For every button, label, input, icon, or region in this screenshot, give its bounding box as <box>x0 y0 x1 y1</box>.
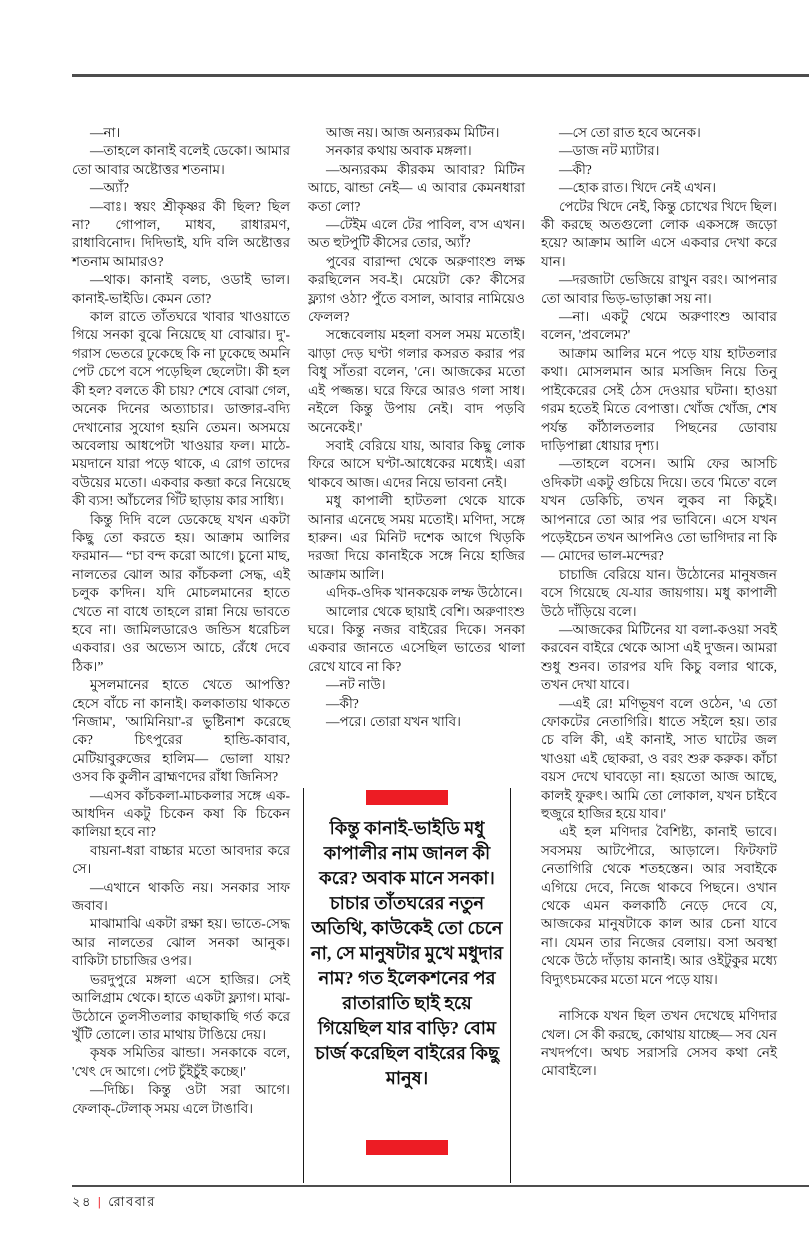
paragraph: মধু কাপালী হাটতলা থেকে যাকে আনার এনেছে সময় মতোই। মণিদা, সঙ্গে হারুন। এর মিনিট দশেক আগে খিড়কি দরজা দিয়ে কানাইকে সঙ্গে নিয়ে হাজির আক্রাম আলি। <box>308 493 525 582</box>
paragraph: —তাহলে বসেন। আমি ফের আসচি ওদিকটা একটু গুচিয়ে দিয়ে। তবে 'মিতে' বলে যখন ডেকিচি, তখন লুকব না কিচুই। আপনারে তো আর পর ভাবিনে। এসে যখন পড়েইচেন তখন আপনিও তো ভাগিদার না কি— মোদের ভাল-মন্দের? <box>541 456 778 564</box>
paragraph: বায়না-ধরা বাচ্চার মতো আবদার করে সে। <box>72 842 290 877</box>
paragraph: —নট নাউ। <box>326 677 386 693</box>
paragraph: —না। <box>90 125 121 140</box>
paragraph: —তাহলে কানাই বলেই ডেকো। আমার তো আবার অষ্টোত্তর শতনাম। <box>72 143 290 177</box>
paragraph: সনকার কথায় অবাক মঙ্গলা। <box>326 143 472 159</box>
paragraph: —না। একটু থেমে অরুণাংশু আবার বলেন, 'প্রবলেম?' <box>541 309 777 343</box>
paragraph: সন্ধেবেলায় মহলা বসল সময় মতোই। ঝাড়া দেড় ঘণ্টা গলার কসরত করার পর বিধু সাঁতরা বলেন, 'নে। আজকের মতো এই পজ্জন্ত। ঘরে ফিরে আরও গলা সাধ। নইলে কিন্তু উপায় নেই। বাদ পড়বি অনেকেই।' <box>308 327 525 435</box>
paragraph: কৃষক সমিতির ঝান্ডা। সনকাকে বলে, 'খেৎ দে আগে। পেট চুঁইচুঁই কচ্ছে।' <box>72 1045 290 1079</box>
paragraph: —বাঃ। স্বয়ং শ্রীকৃষ্ণর কী ছিল? ছিল না? গোপাল, মাধব, রাধারমণ, রাধাবিনোদ। দিদিভাই, যদি বলি অষ্টোত্তর শতনাম আমারও? <box>72 198 290 269</box>
pull-quote-top-bar <box>366 790 448 805</box>
paragraph: মাঝামাঝি একটা রক্ষা হয়। ভাতে-সেদ্ধ আর নালতের ঝোল সনকা আনুক। বাকিটা চাচাজির ওপর। <box>72 916 290 969</box>
paragraph: পুবের বারান্দা থেকে অরুণাংশু লক্ষ করছিলেন সব-ই। মেয়েটা কে? কীসের ফ্ল্যাগ ওঠা? পুঁতে বসাল, আবার নামিয়েও ফেলল? <box>308 253 525 325</box>
text-column-3 <box>541 124 777 1118</box>
paragraph: পেটের খিদে নেই, কিন্তু চোখের খিদে ছিল। কী করছে অতগুলো লোক একসঙ্গে জড়ো হয়ে? আক্রাম আলি এসে একবার দেখা করে যান। <box>541 198 777 269</box>
paragraph: —ডাজ নট ম্যাটার। <box>559 143 660 159</box>
page-footer <box>72 1193 156 1214</box>
paragraph: —কী? <box>559 161 592 177</box>
paragraph: এই হল মণিদার বৈশিষ্ট্য, কানাই ভাবে। সবসময় আটপৌরে, আড়ালে। ফিটফাট নেতাগিরি থেকে শতহস্তেন। আর সবাইকে এগিয়ে দেবে, নিজে থাকবে পিছনে। ওখান থেকে এমন কলকাঠি নেড়ে দেবে যে, আজকের মানুষটাকে কাল আর চেনা যাবে না। যেমন তার নিজের বেলায়। বসা অবস্থা থেকে উঠে দাঁড়ায় কানাই। আর ওইটুকুর মধ্যে বিদ্যুৎচমকের মতো মনে পড়ে যায়। <box>541 824 777 987</box>
paragraph: —দিচ্চি। কিন্তু ওটা সরা আগে। ফেলাক্-টেলাক্ সময় এলে টাঙাবি। <box>72 1082 290 1116</box>
paragraph: এদিক-ওদিক খানকয়েক লম্ফ উঠোনে। <box>326 585 523 601</box>
paragraph: —অন্যরকম কীরকম আবার? মিটিন আচে, ঝান্ডা নেই— এ আবার কেমনধারা কতা লো? <box>308 161 525 214</box>
paragraph: আজ নয়। আজ অন্যরকম মিটিন। <box>326 125 500 140</box>
paragraph: ভরদুপুরে মঙ্গলা এসে হাজির। সেই আলিগ্রাম থেকে। হাতে একটা ফ্ল্যাগ। মাঝ-উঠোনে তুলসীতলার কাছাকাছি গর্ত করে খুঁটি তোলে। তার মাথায় টাঙিয়ে দেয়। <box>72 971 290 1042</box>
paragraph: আলোর থেকে ছায়াই বেশি। অরুণাংশু ঘরে। কিন্তু নজর বাইরের দিকে। সনকা একবার জানতে এসেছিল ভাতের থালা রেখে যাবে না কি? <box>308 603 525 674</box>
paragraph: —থাক। কানাই বলচ, ওডাই ভাল। কানাই-ভাইডি। কেমন তো? <box>72 272 290 306</box>
paragraph: —পরে। তোরা যখন খাবি। <box>326 714 462 729</box>
paragraph: নাসিকে যখন ছিল তখন দেখেছে মণিদার খেল। সে কী করছে, কোথায় যাচ্ছে— সব যেন নখদর্পণে। অথচ সরাসরি সেসব কথা নেই মোবাইলে। <box>541 1008 777 1079</box>
paragraph: আক্রাম আলির মনে পড়ে যায় হাটতলার কথা। মোসলমান আর মসজিদ নিয়ে তিনু পাইকেরের সেই ঠেস দেওয়ার ঘটনা। হাওয়া গরম হতেই মিতে বেপাত্তা। খোঁজ খোঁজ, শেষ পর্যন্ত কাঁঠালতলার পিছনের ডোবায় দাড়িপাল্লা ধোয়ার দৃশ্য। <box>541 345 777 453</box>
paragraph: কাল রাতে তাঁতঘরে খাবার খাওয়াতে গিয়ে সনকা বুঝে নিয়েছে যা বোঝার। দু'-গরাস ভেতরে ঢুকেছে কি না ঢুকেছে অমনি পেট চেপে বসে পড়েছিল ছেলেটা। কী হল কী হল? বলতে কী চায়? শেষে বোঝা গেল, অনেক দিনের অত্যাচার। ডাক্তার-বদ্যি দেখানোর সুযোগ হয়নি তেমন। অসময়ে অবেলায় আধপেটা খাওয়ার ফল। মাঠে-ময়দানে যারা পড়ে থাকে, এ রোগ তাদের বউয়ের মতো। একবার কব্জা করে নিয়েছে কী ব্যস! আঁচলের গিঁট ছাড়ায় কার সাধ্যি। <box>72 309 290 509</box>
footer-separator: | <box>97 1194 103 1209</box>
paragraph: —এখানে থাকতি নয়। সনকার সাফ জবাব। <box>72 879 290 914</box>
pull-quote <box>303 788 511 1183</box>
text-column-1 <box>72 124 290 1118</box>
paragraph: —অ্যাঁ? <box>90 180 130 196</box>
paragraph: —সে তো রাত হবে অনেক। <box>559 125 701 140</box>
footer-rule <box>72 1185 809 1187</box>
publication-name: রোববার <box>108 1194 156 1209</box>
paragraph: চাচাজি বেরিয়ে যান। উঠোনের মানুষজন বসে গিয়েছে যে-যার জায়গায়। মধু কাপালী উঠে দাঁড়িয়ে বলে। <box>541 566 777 619</box>
paragraph: —কী? <box>326 695 359 711</box>
top-rule <box>72 74 809 77</box>
paragraph: —এসব কাঁচকলা-মাচকলার সঙ্গে এক-আধদিন একটু চিকেন কষা কি চিকেন কালিয়া হবে না? <box>72 787 290 840</box>
paragraph: —এই রে! মণিভূষণ বলে ওঠেন, 'এ তো ফোকটের নেতাগিরি। ধাতে সইলে হয়। তার চে বলি কী, এই কানাই, সাত ঘাটের জল খাওয়া এই ছোকরা, ও বরং শুরু করুক। কাঁচা বয়স দেখে ঘাবড়ো না। হয়তো আজ আছে, কালই ফুরুৎ। আমি তো লোকাল, যখন চাইবে হুজুরে হাজির হয়ে যাব।' <box>541 695 777 822</box>
paragraph: —আজকের মিটিনের যা বলা-কওয়া সবই করবেন বাইরে থেকে আসা এই দু'জন। আমরা শুধু শুনব। তারপর যদি কিচু বলার থাকে, তখন দেখা যাবে। <box>541 621 777 693</box>
paragraph: সবাই বেরিয়ে যায়, আবার কিছু লোক ফিরে আসে ঘণ্টা-আধেকের মধ্যেই। এরা থাকবে আজ। এদের নিয়ে ভাবনা নেই। <box>308 437 525 490</box>
paragraph: —হোক রাত। খিদে নেই এখন। <box>559 180 717 196</box>
paragraph: মুসলমানের হাতে খেতে আপত্তি? হেসে বাঁচে না কানাই। কলকাতায় থাকতে 'নিজাম', 'আমিনিয়া'-র ভুষ্টিনাশ করেছে কে? চিৎপুরের হান্ডি-কাবাব, মেটিয়াবুরুজের হালিম— ভোলা যায়? ওসব কি কুলীন ব্রাহ্মণদের রাঁধা জিনিস? <box>72 677 290 785</box>
paragraph: —টেইম এলে টের পাবিল, ব'স এখন। অত হুটপুটি কীসের তোর, অ্যাঁ? <box>308 217 525 251</box>
pull-quote-bottom-bar <box>366 1140 448 1155</box>
page-number: ২৪ <box>72 1194 92 1209</box>
pull-quote-text: কিন্তু কানাই-ভাইডি মধু কাপালীর নাম জানল কী করে? অবাক মানে সনকা। চাচার তাঁতঘরের নতুন অতিথি, কাউকেই তো চেনে না, সে মানুষটার মুখে মধুদার নাম? গত ইলেকশনের পর রাতারাতি ছাই হয়ে গিয়েছিল যার বাড়ি? বোম চার্জ করেছিল বাইরের কিছু মানুষ। <box>310 818 504 1088</box>
paragraph: —দরজাটা ভেজিয়ে রাখুন বরং। আপনার তো আবার ভিড়-ভাড়াক্কা সয় না। <box>541 272 777 306</box>
paragraph: কিন্তু দিদি বলে ডেকেছে যখন একটা কিছু তো করতে হয়। আক্রাম আলির ফরমান— “চা বন্দ করো আগে। চুনো মাছ, নালতের ঝোল আর কাঁচকলা সেদ্ধ, এই চলুক ক'দিন। যদি মোচলমানের হাতে খেতে না বাধে তাহলে রান্না নিয়ে ভাবতে হবে না। জামিলডারেও জন্ডিস ধরেচিল একবার। ওর অভ্যেস আচে, রেঁধে দেবে ঠিক।” <box>72 511 290 674</box>
